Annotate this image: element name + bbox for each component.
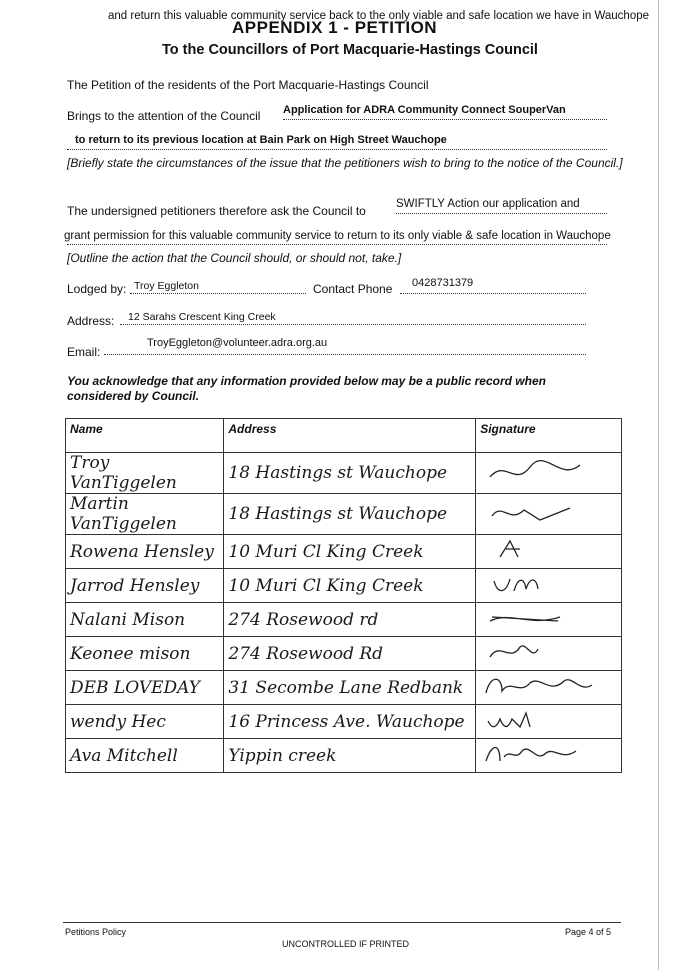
table-header-row: [66, 419, 622, 453]
row-name: Martin VanTiggelen: [66, 494, 224, 535]
address-value: 12 Sarahs Crescent King Creek: [128, 311, 276, 323]
address-label: Address:: [67, 314, 115, 328]
signature-mark: [480, 739, 600, 767]
row-name: Keonee mison: [66, 637, 224, 671]
row-name: Nalani Mison: [66, 603, 224, 637]
row-signature: [476, 637, 622, 671]
row-name: Troy VanTiggelen: [66, 453, 224, 494]
row-name: wendy Hec: [66, 705, 224, 739]
lodged-value: Troy Eggleton: [134, 280, 199, 292]
signature-mark: [480, 671, 600, 699]
table-row: [66, 535, 622, 569]
lodged-dotted-line: [130, 293, 306, 294]
ask-line-1: SWIFTLY Action our application and: [396, 198, 580, 210]
table-row: [66, 637, 622, 671]
row-address: 274 Rosewood rd: [224, 603, 476, 637]
table-row: [66, 671, 622, 705]
row-signature: [476, 494, 622, 535]
footer-center: UNCONTROLLED IF PRINTED: [282, 939, 410, 949]
table-row: [66, 494, 622, 535]
row-signature: [476, 569, 622, 603]
table-row: [66, 705, 622, 739]
issue-line-1: Application for ADRA Community Connect SouperVan: [283, 104, 566, 116]
row-signature: [476, 739, 622, 773]
signature-mark: [480, 457, 600, 485]
table-row: [66, 603, 622, 637]
footer-divider: [63, 922, 621, 923]
petition-of-text: The Petition of the residents of the Port Macquarie-Hastings Council: [67, 78, 429, 92]
page-edge-line: [658, 0, 659, 970]
row-signature: [476, 671, 622, 705]
acknowledgement-text: You acknowledge that any information provided below may be a public record when considered by Council.: [67, 374, 546, 403]
overlay-text: and return this valuable community service back to the only viable and safe location we have in Wauchope: [108, 10, 650, 22]
header-name: Name: [66, 419, 224, 453]
signature-mark: [480, 705, 600, 733]
row-name: Jarrod Hensley: [66, 569, 224, 603]
phone-label: Contact Phone: [313, 282, 393, 296]
issue-hint: [Briefly state the circumstances of the issue that the petitioners wish to bring to the notice of the Council.]: [67, 156, 623, 170]
ask-line-2: grant permission for this valuable community service to return to its only viable & safe location in Wauchope: [64, 230, 611, 242]
row-name: DEB LOVEDAY: [66, 671, 224, 705]
lodged-label: Lodged by:: [67, 282, 127, 296]
row-name: Rowena Hensley: [66, 535, 224, 569]
appendix-title: APPENDIX 1 - PETITION: [232, 18, 438, 37]
signature-mark: [480, 603, 600, 631]
phone-value: 0428731379: [412, 277, 474, 289]
signature-mark: [480, 637, 600, 665]
row-signature: [476, 453, 622, 494]
address-dotted-line: [120, 324, 586, 325]
email-label: Email:: [67, 345, 101, 359]
issue-dotted-line-1: [283, 119, 607, 120]
row-address: 10 Muri Cl King Creek: [224, 535, 476, 569]
row-name: Ava Mitchell: [66, 739, 224, 773]
issue-dotted-line-2: [67, 149, 607, 150]
header-address: Address: [224, 419, 476, 453]
ask-dotted-line-1: [396, 213, 607, 214]
ask-label: The undersigned petitioners therefore ask the Council to: [67, 204, 366, 218]
signature-mark: [480, 498, 600, 526]
footer-right: Page 4 of 5: [565, 927, 612, 937]
row-address: 31 Secombe Lane Redbank: [224, 671, 476, 705]
row-address: 274 Rosewood Rd: [224, 637, 476, 671]
email-value: TroyEggleton@volunteer.adra.org.au: [147, 337, 328, 349]
brings-label: Brings to the attention of the Council: [67, 109, 261, 123]
row-address: 18 Hastings st Wauchope: [224, 453, 476, 494]
ask-hint: [Outline the action that the Council should, or should not, take.]: [67, 251, 402, 265]
row-address: 10 Muri Cl King Creek: [224, 569, 476, 603]
row-address: Yippin creek: [224, 739, 476, 773]
issue-line-2: to return to its previous location at Bain Park on High Street Wauchope: [75, 134, 447, 146]
phone-dotted-line: [400, 293, 586, 294]
row-address: 18 Hastings st Wauchope: [224, 494, 476, 535]
footer-left: Petitions Policy: [65, 927, 127, 937]
page-subtitle: To the Councillors of Port Macquarie-Hastings Council: [162, 42, 538, 58]
ask-dotted-line-2: [67, 244, 607, 245]
table-row: [66, 739, 622, 773]
row-signature: [476, 535, 622, 569]
row-address: 16 Princess Ave. Wauchope: [224, 705, 476, 739]
signature-mark: [480, 569, 600, 597]
header-signature: Signature: [476, 419, 622, 453]
table-row: [66, 453, 622, 494]
row-signature: [476, 603, 622, 637]
signature-table: [65, 418, 622, 773]
email-dotted-line: [104, 354, 586, 355]
row-signature: [476, 705, 622, 739]
signature-mark: [480, 535, 600, 563]
table-row: [66, 569, 622, 603]
